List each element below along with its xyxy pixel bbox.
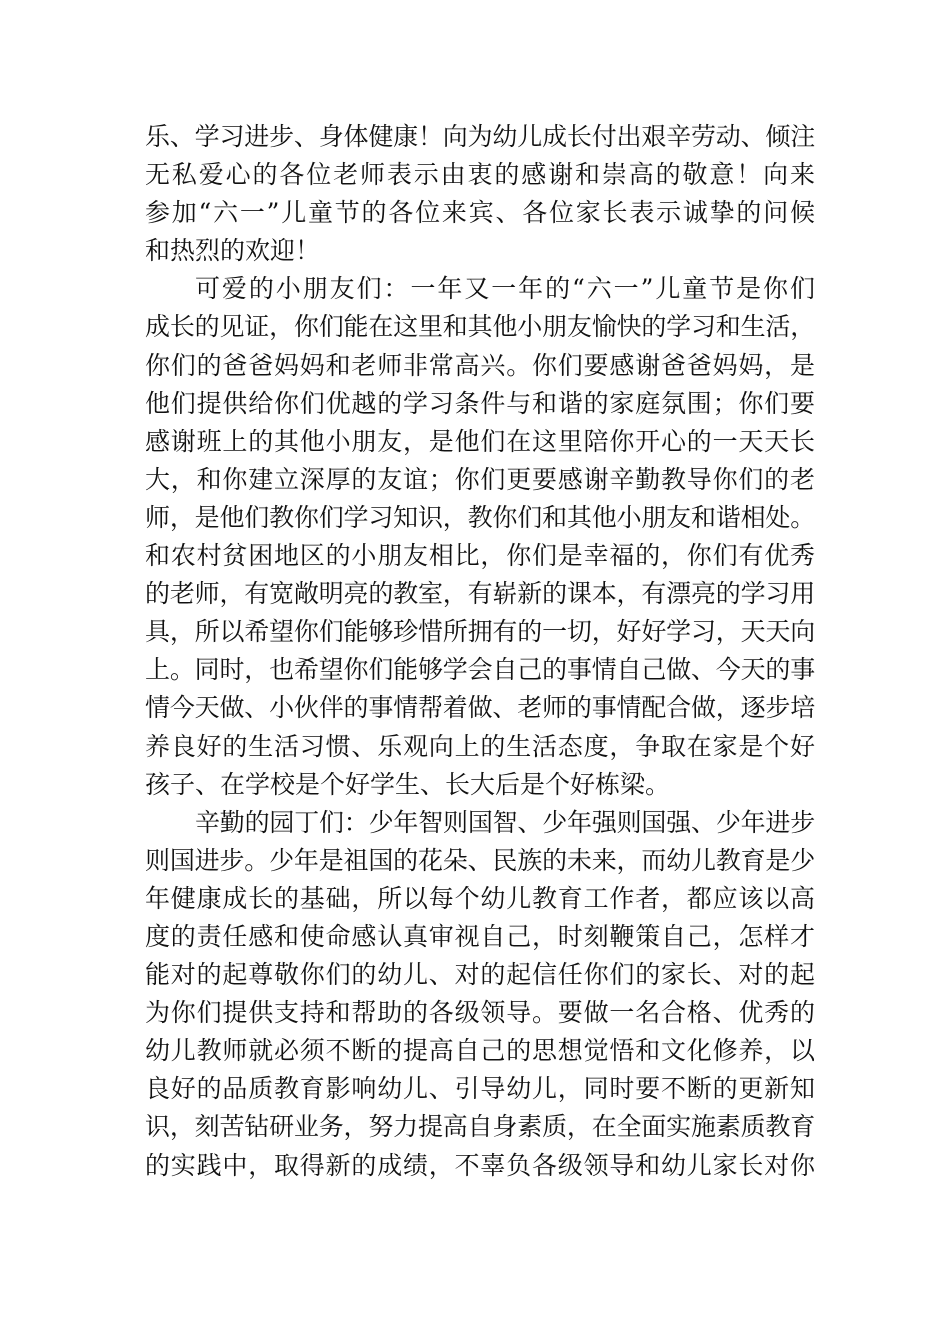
text-line: 良好的品质教育影响幼儿、引导幼儿，同时要不断的更新知	[145, 1074, 815, 1104]
text-line: 你们的爸爸妈妈和老师非常高兴。你们要感谢爸爸妈妈，是	[145, 350, 815, 380]
text-line: 养良好的生活习惯、乐观向上的生活态度，争取在家是个好	[145, 731, 815, 761]
text-line: 幼儿教师就必须不断的提高自己的思想觉悟和文化修养，以	[145, 1036, 815, 1066]
paragraph-end-line: 和热烈的欢迎！	[145, 236, 321, 266]
paragraph-start-line: 可爱的小朋友们：一年又一年的“六一”儿童节是你们	[195, 274, 815, 304]
text-line: 情今天做、小伙伴的事情帮着做、老师的事情配合做，逐步培	[145, 693, 815, 723]
text-line: 师，是他们教你们学习知识，教你们和其他小朋友和谐相处。	[145, 502, 815, 532]
text-line: 和农村贫困地区的小朋友相比，你们是幸福的，你们有优秀	[145, 541, 815, 571]
text-line: 乐、学习进步、身体健康！向为幼儿成长付出艰辛劳动、倾注	[145, 122, 815, 151]
body-text	[145, 118, 815, 1185]
text-line: 识，刻苦钻研业务，努力提高自身素质，在全面实施素质教育	[145, 1112, 815, 1142]
text-line: 能对的起尊敬你们的幼儿、对的起信任你们的家长、对的起	[145, 960, 815, 990]
text-line: 年健康成长的基础，所以每个幼儿教育工作者，都应该以高	[145, 883, 815, 913]
text-line: 则国进步。少年是祖国的花朵、民族的未来，而幼儿教育是少	[145, 845, 815, 875]
text-line: 感谢班上的其他小朋友，是他们在这里陪你开心的一天天长	[145, 426, 815, 456]
paragraph-start-line: 辛勤的园丁们：少年智则国智、少年强则国强、少年进步	[195, 807, 815, 837]
text-line: 大，和你建立深厚的友谊；你们更要感谢辛勤教导你们的老	[145, 464, 815, 494]
text-line: 具，所以希望你们能够珍惜所拥有的一切，好好学习，天天向	[145, 617, 815, 647]
text-line: 的实践中，取得新的成绩，不辜负各级领导和幼儿家长对你	[145, 1150, 815, 1180]
text-line: 无私爱心的各位老师表示由衷的感谢和崇高的敬意！向来	[145, 160, 815, 190]
text-line: 度的责任感和使命感认真审视自己，时刻鞭策自己，怎样才	[145, 921, 815, 951]
text-line: 他们提供给你们优越的学习条件与和谐的家庭氛围；你们要	[145, 388, 815, 418]
text-line: 成长的见证，你们能在这里和其他小朋友愉快的学习和生活，	[145, 312, 815, 342]
text-line: 参加“六一”儿童节的各位来宾、各位家长表示诚挚的问候	[145, 198, 815, 228]
text-line: 上。同时，也希望你们能够学会自己的事情自己做、今天的事	[145, 655, 815, 685]
paragraph-end-line: 孩子、在学校是个好学生、长大后是个好栋梁。	[145, 769, 671, 799]
text-line: 的老师，有宽敞明亮的教室，有崭新的课本，有漂亮的学习用	[145, 579, 815, 609]
text-line: 为你们提供支持和帮助的各级领导。要做一名合格、优秀的	[145, 998, 815, 1028]
